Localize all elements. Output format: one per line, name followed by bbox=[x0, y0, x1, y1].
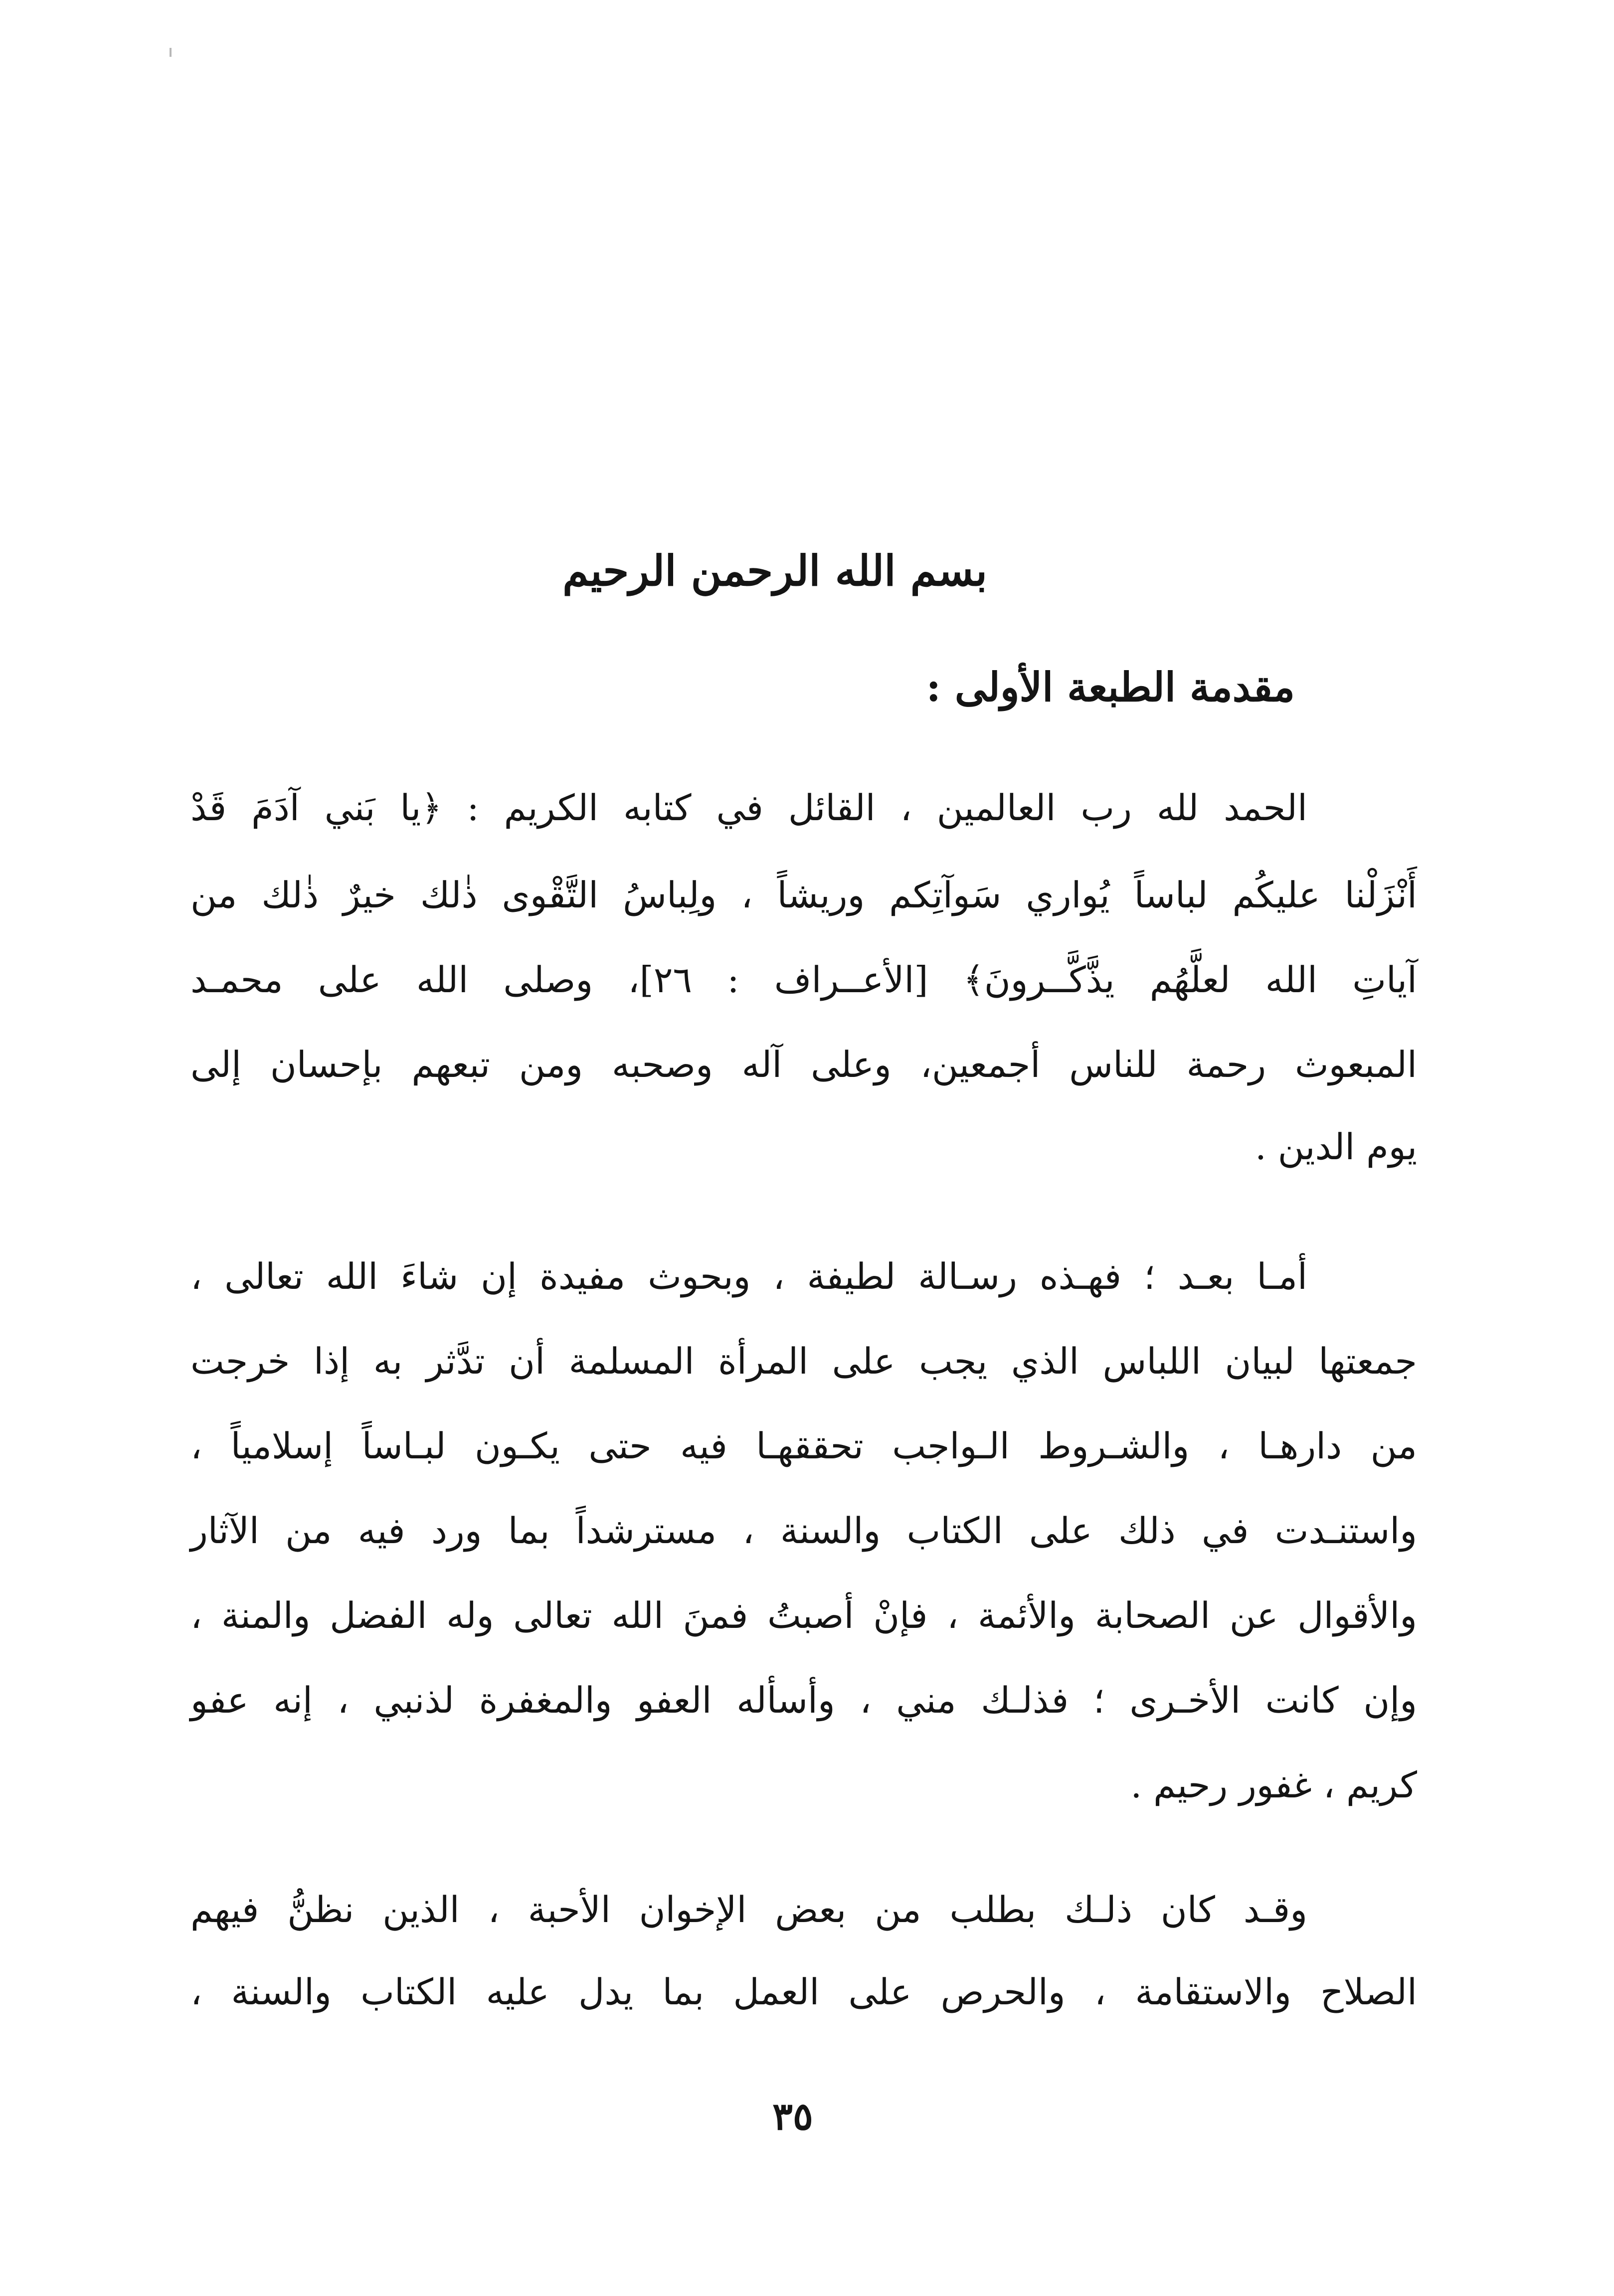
scan-artifact-mark bbox=[170, 48, 172, 57]
paragraph-3-line-1: وقـد كان ذلـك بطلب من بعض الإخوان الأحبة ، الذين نظنُّ فيهم bbox=[190, 1889, 1307, 1931]
paragraph-2-line-5: والأقوال عن الصحابة والأئمة ، فإنْ أصبتُ فمنَ الله تعالى وله الفضل والمنة ، bbox=[190, 1594, 1417, 1636]
paragraph-2-line-7: كريم ، غفور رحيم . bbox=[1130, 1764, 1417, 1806]
paragraph-1-line-2: أَنْزَلْنا عليكُم لباساً يُواري سَوآتِكم وريشاً ، ولِباسُ التَّقْوى ذٰلك خيرٌ ذٰلك من bbox=[190, 874, 1417, 916]
paragraph-3-line-2: الصلاح والاستقامة ، والحرص على العمل بما يدل عليه الكتاب والسنة ، bbox=[190, 1971, 1417, 2013]
paragraph-1-line-1: الحمد لله رب العالمين ، القائل في كتابه الكريم : ﴿يا بَني آدَمَ قَدْ bbox=[190, 787, 1307, 829]
section-heading: مقدمة الطبعة الأولى : bbox=[926, 664, 1295, 710]
paragraph-1-line-3: آياتِ الله لعلَّهُم يذَّكَّــرونَ﴾ [الأعــراف : ٢٦]، وصلى الله على محمـد bbox=[190, 959, 1418, 1001]
paragraph-2-line-2: جمعتها لبيان اللباس الذي يجب على المرأة المسلمة أن تدَّثر به إذا خرجت bbox=[190, 1340, 1417, 1382]
basmala-title: بسم الله الرحمن الرحيم bbox=[562, 546, 987, 595]
paragraph-2-line-1: أمـا بعـد ؛ فهـذه رسـالة لطيفة ، وبحوث مفيدة إن شاءَ الله تعالى ، bbox=[190, 1255, 1307, 1297]
paragraph-2-line-6: وإن كانت الأخـرى ؛ فذلـك مني ، وأسأله العفو والمغفرة لذنبي ، إنه عفو bbox=[190, 1679, 1417, 1721]
paragraph-2-line-3: من دارهـا ، والشـروط الـواجب تحققهـا فيه حتى يكـون لبـاساً إسلامياً ، bbox=[190, 1425, 1417, 1467]
paragraph-2-line-4: واستنـدت في ذلك على الكتاب والسنة ، مسترشداً بما ورد فيه من الآثار bbox=[190, 1510, 1417, 1552]
page-number: ٣٥ bbox=[772, 2094, 813, 2138]
paragraph-1-line-5: يوم الدين . bbox=[1255, 1126, 1417, 1168]
paragraph-1-line-4: المبعوث رحمة للناس أجمعين، وعلى آله وصحبه ومن تبعهم بإحسان إلى bbox=[190, 1044, 1417, 1085]
